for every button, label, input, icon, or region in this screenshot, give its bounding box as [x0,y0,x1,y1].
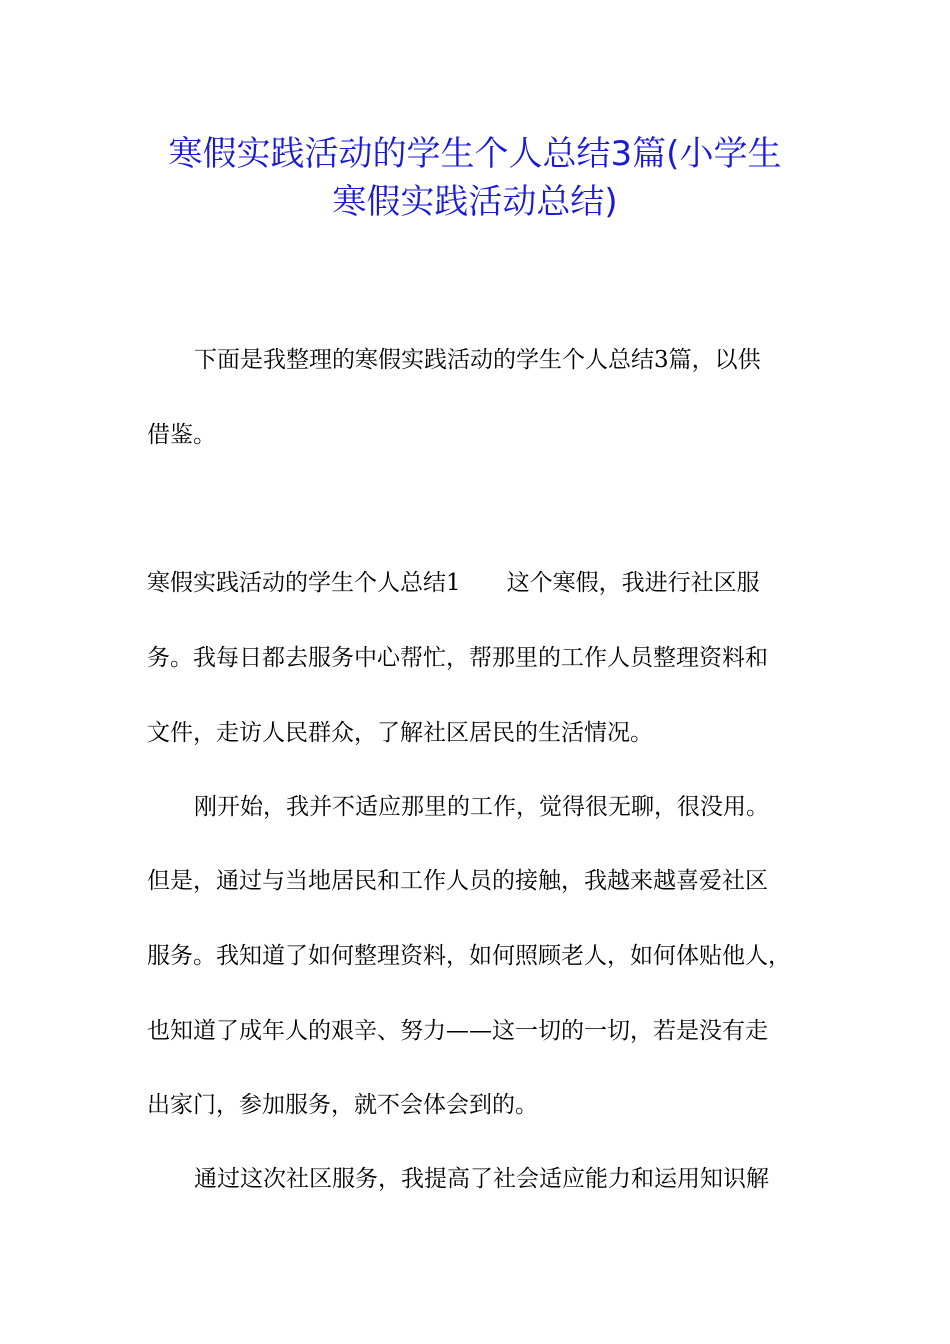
document-title-line-1: 寒假实践活动的学生个人总结3篇(小学生 [168,134,782,174]
paragraph-intro-line-2: 借鉴。 [147,422,216,448]
document-title-line-2: 寒假实践活动总结) [332,182,618,222]
paragraph-start-line-2: 但是，通过与当地居民和工作人员的接触，我越来越喜爱社区 [147,868,768,894]
paragraph-start-line-4: 也知道了成年人的艰辛、努力——这一切的一切，若是没有走 [147,1018,768,1044]
paragraph-start-line-1: 刚开始，我并不适应那里的工作，觉得很无聊，很没用。 [194,794,769,820]
paragraph-intro-line-1: 下面是我整理的寒假实践活动的学生个人总结3篇，以供 [194,347,761,373]
paragraph-service-line-1: 通过这次社区服务，我提高了社会适应能力和运用知识解 [194,1166,769,1192]
paragraph-summary1-line-1: 寒假实践活动的学生个人总结1 这个寒假，我进行社区服 [147,570,760,596]
paragraph-summary1-line-2: 务。我每日都去服务中心帮忙，帮那里的工作人员整理资料和 [147,645,768,671]
paragraph-start-line-3: 服务。我知道了如何整理资料，如何照顾老人，如何体贴他人， [147,943,791,969]
paragraph-start-line-5: 出家门，参加服务，就不会体会到的。 [147,1092,538,1118]
paragraph-summary1-line-3: 文件，走访人民群众，了解社区居民的生活情况。 [147,720,653,746]
